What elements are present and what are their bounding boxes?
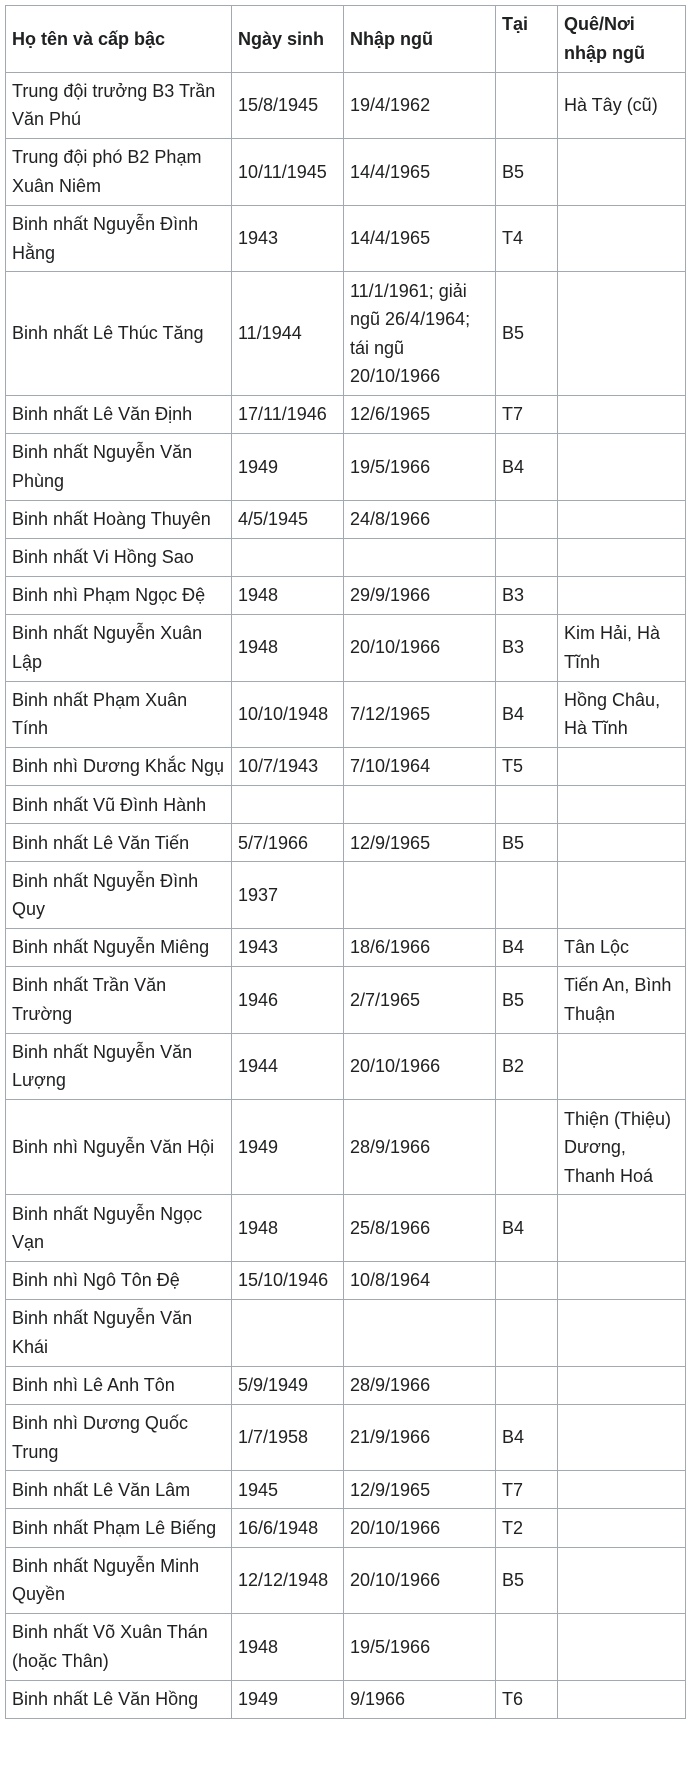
cell-enlist: 7/12/1965 <box>344 681 496 748</box>
cell-birth: 1948 <box>232 614 344 681</box>
cell-at: B5 <box>496 139 558 206</box>
table-row <box>6 1547 686 1614</box>
cell-enlist: 29/9/1966 <box>344 576 496 614</box>
cell-home <box>558 205 686 272</box>
table-row <box>6 1100 686 1195</box>
table-row <box>6 272 686 396</box>
cell-name: Binh nhất Nguyễn Xuân Lập <box>6 614 232 681</box>
cell-at: B2 <box>496 1033 558 1100</box>
cell-home <box>558 1680 686 1718</box>
cell-name: Binh nhất Nguyễn Ngọc Vạn <box>6 1195 232 1262</box>
cell-name: Binh nhì Lê Anh Tôn <box>6 1366 232 1404</box>
table-row <box>6 824 686 862</box>
cell-at: B4 <box>496 1195 558 1262</box>
cell-home <box>558 538 686 576</box>
cell-at <box>496 538 558 576</box>
table-row <box>6 1404 686 1471</box>
cell-at: B4 <box>496 1404 558 1471</box>
cell-birth: 11/1944 <box>232 272 344 396</box>
table-row <box>6 1614 686 1681</box>
cell-home: Hồng Châu, Hà Tĩnh <box>558 681 686 748</box>
cell-home <box>558 576 686 614</box>
table-row <box>6 748 686 786</box>
cell-birth: 1943 <box>232 929 344 967</box>
table-row <box>6 786 686 824</box>
cell-name: Binh nhì Dương Khắc Ngụ <box>6 748 232 786</box>
cell-at: T5 <box>496 748 558 786</box>
table-body <box>6 72 686 1718</box>
cell-enlist: 28/9/1966 <box>344 1100 496 1195</box>
cell-home <box>558 139 686 206</box>
cell-enlist <box>344 1300 496 1367</box>
cell-enlist: 11/1/1961; giải ngũ 26/4/1964; tái ngũ 20/10/1966 <box>344 272 496 396</box>
cell-birth <box>232 786 344 824</box>
cell-at <box>496 1100 558 1195</box>
cell-birth: 16/6/1948 <box>232 1509 344 1547</box>
table-row <box>6 500 686 538</box>
table-row <box>6 1509 686 1547</box>
column-header-enlist: Nhập ngũ <box>344 6 496 73</box>
cell-birth: 1948 <box>232 576 344 614</box>
cell-enlist: 10/8/1964 <box>344 1261 496 1299</box>
cell-birth: 12/12/1948 <box>232 1547 344 1614</box>
column-header-birth: Ngày sinh <box>232 6 344 73</box>
cell-at <box>496 500 558 538</box>
table-row <box>6 929 686 967</box>
cell-name: Binh nhất Võ Xuân Thán (hoặc Thân) <box>6 1614 232 1681</box>
cell-birth: 4/5/1945 <box>232 500 344 538</box>
table-row <box>6 614 686 681</box>
cell-at: B5 <box>496 824 558 862</box>
cell-home <box>558 1033 686 1100</box>
cell-enlist: 14/4/1965 <box>344 139 496 206</box>
cell-at: T2 <box>496 1509 558 1547</box>
cell-birth: 1949 <box>232 1100 344 1195</box>
cell-home <box>558 1366 686 1404</box>
cell-at: B4 <box>496 929 558 967</box>
table-row <box>6 205 686 272</box>
cell-at <box>496 786 558 824</box>
cell-enlist: 19/5/1966 <box>344 434 496 501</box>
cell-home <box>558 500 686 538</box>
cell-at <box>496 862 558 929</box>
table-row <box>6 1300 686 1367</box>
cell-birth: 5/9/1949 <box>232 1366 344 1404</box>
table-row <box>6 395 686 433</box>
cell-birth: 1/7/1958 <box>232 1404 344 1471</box>
cell-birth: 10/7/1943 <box>232 748 344 786</box>
cell-enlist: 18/6/1966 <box>344 929 496 967</box>
cell-name: Binh nhì Phạm Ngọc Đệ <box>6 576 232 614</box>
cell-enlist: 20/10/1966 <box>344 1547 496 1614</box>
cell-birth: 10/11/1945 <box>232 139 344 206</box>
cell-birth: 1946 <box>232 967 344 1034</box>
table-row <box>6 576 686 614</box>
cell-home <box>558 1471 686 1509</box>
cell-at: B5 <box>496 272 558 396</box>
table-row <box>6 967 686 1034</box>
cell-name: Binh nhất Lê Văn Hồng <box>6 1680 232 1718</box>
cell-name: Binh nhất Nguyễn Miêng <box>6 929 232 967</box>
cell-at: B4 <box>496 434 558 501</box>
cell-at: B3 <box>496 576 558 614</box>
table-row <box>6 1195 686 1262</box>
cell-birth <box>232 1300 344 1367</box>
cell-birth: 1948 <box>232 1195 344 1262</box>
cell-name: Binh nhất Nguyễn Minh Quyền <box>6 1547 232 1614</box>
cell-enlist: 20/10/1966 <box>344 614 496 681</box>
cell-name: Binh nhất Lê Thúc Tăng <box>6 272 232 396</box>
cell-enlist: 20/10/1966 <box>344 1033 496 1100</box>
cell-birth: 1945 <box>232 1471 344 1509</box>
cell-home <box>558 786 686 824</box>
roster-table <box>5 5 686 1719</box>
cell-home: Hà Tây (cũ) <box>558 72 686 139</box>
cell-enlist <box>344 862 496 929</box>
cell-home <box>558 824 686 862</box>
cell-home <box>558 395 686 433</box>
cell-at: B5 <box>496 1547 558 1614</box>
table-row <box>6 1366 686 1404</box>
cell-name: Binh nhất Nguyễn Văn Lượng <box>6 1033 232 1100</box>
table-row <box>6 538 686 576</box>
cell-enlist: 21/9/1966 <box>344 1404 496 1471</box>
cell-at: T7 <box>496 1471 558 1509</box>
cell-birth: 1943 <box>232 205 344 272</box>
cell-name: Binh nhất Phạm Xuân Tính <box>6 681 232 748</box>
cell-name: Binh nhất Nguyễn Đình Quy <box>6 862 232 929</box>
cell-name: Binh nhất Nguyễn Đình Hằng <box>6 205 232 272</box>
header-row <box>6 6 686 73</box>
cell-name: Binh nhì Dương Quốc Trung <box>6 1404 232 1471</box>
cell-enlist: 25/8/1966 <box>344 1195 496 1262</box>
cell-home: Tiến An, Bình Thuận <box>558 967 686 1034</box>
cell-enlist: 2/7/1965 <box>344 967 496 1034</box>
cell-home <box>558 1509 686 1547</box>
cell-at: T4 <box>496 205 558 272</box>
column-header-at: Tại <box>496 6 558 73</box>
cell-name: Binh nhất Trần Văn Trường <box>6 967 232 1034</box>
cell-birth: 15/8/1945 <box>232 72 344 139</box>
cell-enlist: 7/10/1964 <box>344 748 496 786</box>
cell-enlist: 20/10/1966 <box>344 1509 496 1547</box>
cell-home <box>558 1261 686 1299</box>
cell-enlist: 9/1966 <box>344 1680 496 1718</box>
cell-birth: 1949 <box>232 1680 344 1718</box>
cell-at <box>496 1366 558 1404</box>
cell-birth: 15/10/1946 <box>232 1261 344 1299</box>
table-row <box>6 1033 686 1100</box>
cell-name: Binh nhất Nguyễn Văn Khái <box>6 1300 232 1367</box>
cell-home <box>558 1300 686 1367</box>
cell-enlist: 14/4/1965 <box>344 205 496 272</box>
cell-enlist: 28/9/1966 <box>344 1366 496 1404</box>
cell-at: B5 <box>496 967 558 1034</box>
cell-birth: 1949 <box>232 434 344 501</box>
cell-enlist: 19/5/1966 <box>344 1614 496 1681</box>
cell-enlist: 12/9/1965 <box>344 1471 496 1509</box>
cell-home: Tân Lộc <box>558 929 686 967</box>
table-row <box>6 139 686 206</box>
table-row <box>6 1680 686 1718</box>
cell-enlist: 12/9/1965 <box>344 824 496 862</box>
cell-home <box>558 1195 686 1262</box>
cell-at: T7 <box>496 395 558 433</box>
cell-at: B3 <box>496 614 558 681</box>
cell-home <box>558 1404 686 1471</box>
cell-name: Trung đội phó B2 Phạm Xuân Niêm <box>6 139 232 206</box>
cell-home: Kim Hải, Hà Tĩnh <box>558 614 686 681</box>
cell-birth: 10/10/1948 <box>232 681 344 748</box>
cell-enlist: 19/4/1962 <box>344 72 496 139</box>
cell-name: Binh nhì Ngô Tôn Đệ <box>6 1261 232 1299</box>
cell-birth: 5/7/1966 <box>232 824 344 862</box>
cell-birth: 1944 <box>232 1033 344 1100</box>
cell-name: Binh nhất Vũ Đình Hành <box>6 786 232 824</box>
cell-home <box>558 862 686 929</box>
cell-enlist <box>344 786 496 824</box>
cell-enlist: 12/6/1965 <box>344 395 496 433</box>
cell-at <box>496 72 558 139</box>
cell-name: Binh nhất Lê Văn Định <box>6 395 232 433</box>
cell-home <box>558 272 686 396</box>
cell-home <box>558 1547 686 1614</box>
cell-birth: 17/11/1946 <box>232 395 344 433</box>
cell-name: Binh nhất Vi Hồng Sao <box>6 538 232 576</box>
cell-birth: 1937 <box>232 862 344 929</box>
table-row <box>6 1261 686 1299</box>
cell-name: Binh nhất Phạm Lê Biếng <box>6 1509 232 1547</box>
cell-at: B4 <box>496 681 558 748</box>
cell-enlist: 24/8/1966 <box>344 500 496 538</box>
table-row <box>6 72 686 139</box>
column-header-home: Quê/Nơi nhập ngũ <box>558 6 686 73</box>
cell-name: Trung đội trưởng B3 Trần Văn Phú <box>6 72 232 139</box>
cell-name: Binh nhất Nguyễn Văn Phùng <box>6 434 232 501</box>
cell-at: T6 <box>496 1680 558 1718</box>
cell-at <box>496 1300 558 1367</box>
cell-home <box>558 1614 686 1681</box>
cell-enlist <box>344 538 496 576</box>
cell-home <box>558 434 686 501</box>
table-row <box>6 862 686 929</box>
cell-birth: 1948 <box>232 1614 344 1681</box>
cell-at <box>496 1614 558 1681</box>
table-row <box>6 434 686 501</box>
table-row <box>6 1471 686 1509</box>
cell-name: Binh nhất Hoàng Thuyên <box>6 500 232 538</box>
cell-birth <box>232 538 344 576</box>
cell-at <box>496 1261 558 1299</box>
column-header-name: Họ tên và cấp bậc <box>6 6 232 73</box>
cell-home <box>558 748 686 786</box>
cell-name: Binh nhất Lê Văn Lâm <box>6 1471 232 1509</box>
table-row <box>6 681 686 748</box>
cell-name: Binh nhì Nguyễn Văn Hội <box>6 1100 232 1195</box>
cell-name: Binh nhất Lê Văn Tiến <box>6 824 232 862</box>
cell-home: Thiện (Thiệu) Dương, Thanh Hoá <box>558 1100 686 1195</box>
